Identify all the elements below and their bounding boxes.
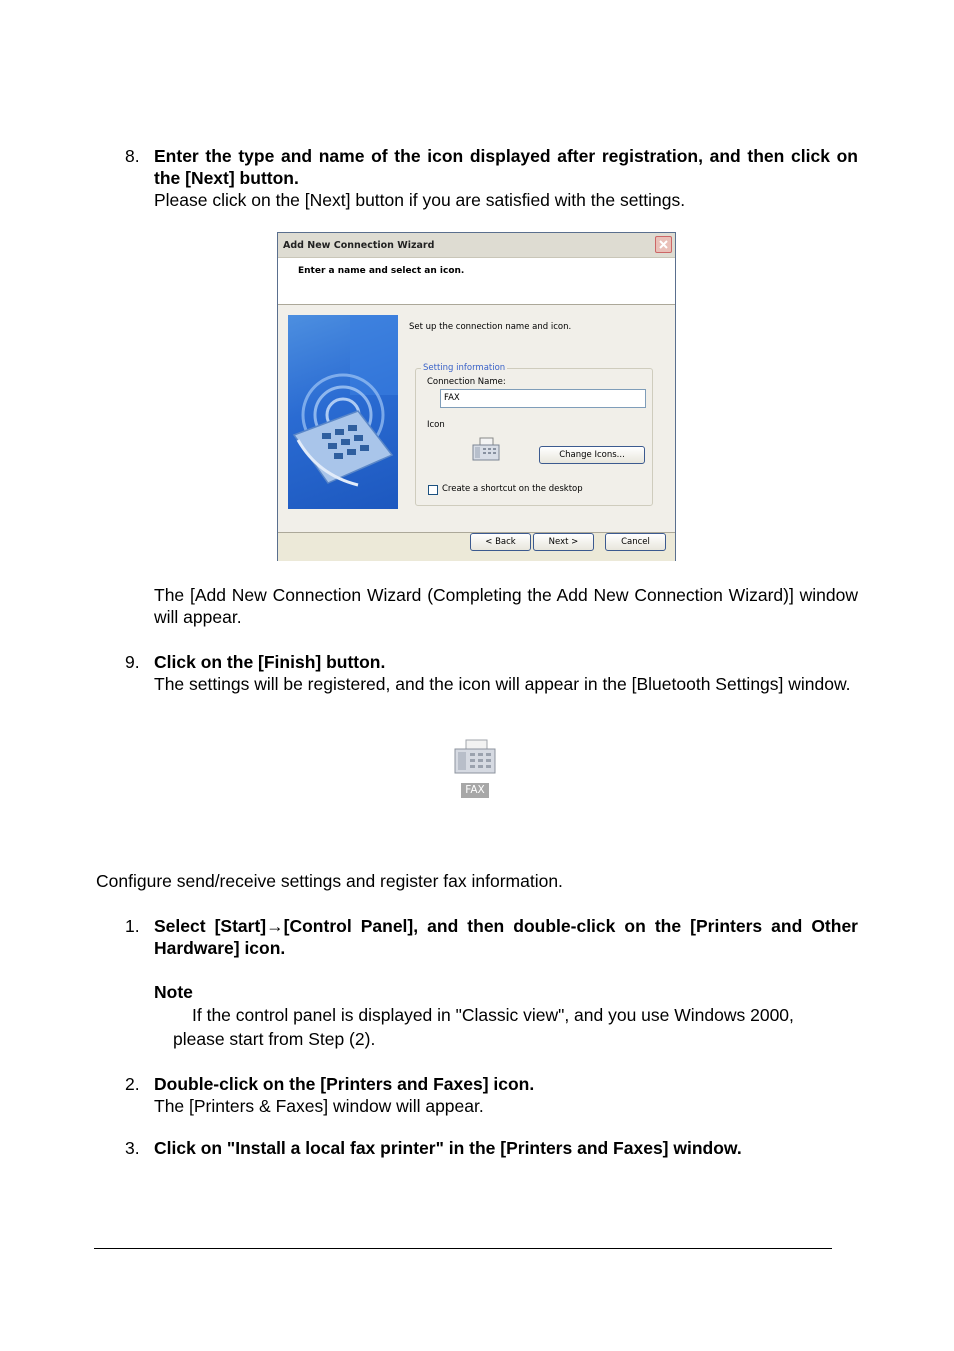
step-8-body: Please click on the [Next] button if you are satisfied with the settings. bbox=[154, 190, 686, 210]
step-3-number: 3. bbox=[125, 1138, 140, 1158]
fax-illustration-icon bbox=[288, 315, 398, 509]
fax-icon bbox=[472, 437, 500, 461]
footer-divider bbox=[94, 1248, 832, 1249]
next-button[interactable]: Next > bbox=[533, 533, 594, 551]
dialog-titlebar bbox=[278, 233, 675, 258]
add-connection-wizard-dialog bbox=[277, 232, 676, 561]
step-8-number: 8. bbox=[125, 146, 140, 166]
wizard-illustration bbox=[288, 315, 398, 509]
step-9-body: The settings will be registered, and the icon will appear in the [Bluetooth Settings] window. bbox=[154, 674, 851, 694]
wizard-result-text: The [Add New Connection Wizard (Completing the Add New Connection Wizard)] window will appear. bbox=[154, 585, 858, 627]
icon-label: Icon bbox=[427, 420, 445, 430]
arrow-icon: → bbox=[266, 916, 284, 936]
shortcut-checkbox-label: Create a shortcut on the desktop bbox=[442, 484, 583, 494]
step-1-heading bbox=[154, 915, 858, 959]
dialog-title: Add New Connection Wizard bbox=[283, 240, 435, 251]
note-line-2: please start from Step (2). bbox=[173, 1029, 376, 1049]
close-button[interactable] bbox=[655, 236, 672, 253]
step-3-heading: Click on "Install a local fax printer" in the [Printers and Faxes] window. bbox=[154, 1138, 742, 1158]
intro-text: Configure send/receive settings and register fax information. bbox=[96, 871, 563, 891]
dialog-body bbox=[278, 305, 675, 532]
cancel-button[interactable]: Cancel bbox=[605, 533, 666, 551]
setting-information-group bbox=[415, 363, 653, 506]
step-1-heading-start: Select [Start] bbox=[154, 916, 267, 936]
step-1-heading-end: [Control Panel], and then double-click on the [Printers and Other Hardware] icon. bbox=[154, 916, 858, 958]
group-label: Setting information bbox=[423, 363, 506, 373]
note-line-1: If the control panel is displayed in "Classic view", and you use Windows 2000, bbox=[192, 1005, 794, 1025]
back-button[interactable]: < Back bbox=[470, 533, 531, 551]
step-1-number: 1. bbox=[125, 916, 140, 936]
step-2-heading: Double-click on the [Printers and Faxes] icon. bbox=[154, 1074, 535, 1094]
step-9-number: 9. bbox=[125, 652, 140, 672]
step-2-number: 2. bbox=[125, 1074, 140, 1094]
step-8-heading: Enter the type and name of the icon displayed after registration, and then click on the [Next] button. bbox=[154, 146, 858, 188]
step-2-body: The [Printers & Faxes] window will appear. bbox=[154, 1096, 484, 1116]
fax-desktop-icon[interactable] bbox=[454, 739, 496, 775]
step-9-heading: Click on the [Finish] button. bbox=[154, 652, 386, 672]
change-icons-button[interactable]: Change Icons... bbox=[539, 446, 645, 464]
note-title: Note bbox=[154, 982, 193, 1002]
fax-icon-label: FAX bbox=[461, 783, 489, 798]
dialog-header bbox=[278, 258, 675, 305]
connection-name-label: Connection Name: bbox=[427, 377, 506, 387]
close-icon bbox=[656, 237, 671, 252]
setup-instruction: Set up the connection name and icon. bbox=[409, 322, 572, 332]
dialog-footer bbox=[278, 532, 675, 561]
connection-name-input[interactable]: FAX bbox=[440, 389, 646, 408]
shortcut-checkbox[interactable] bbox=[428, 485, 438, 495]
dialog-header-text: Enter a name and select an icon. bbox=[298, 266, 465, 276]
